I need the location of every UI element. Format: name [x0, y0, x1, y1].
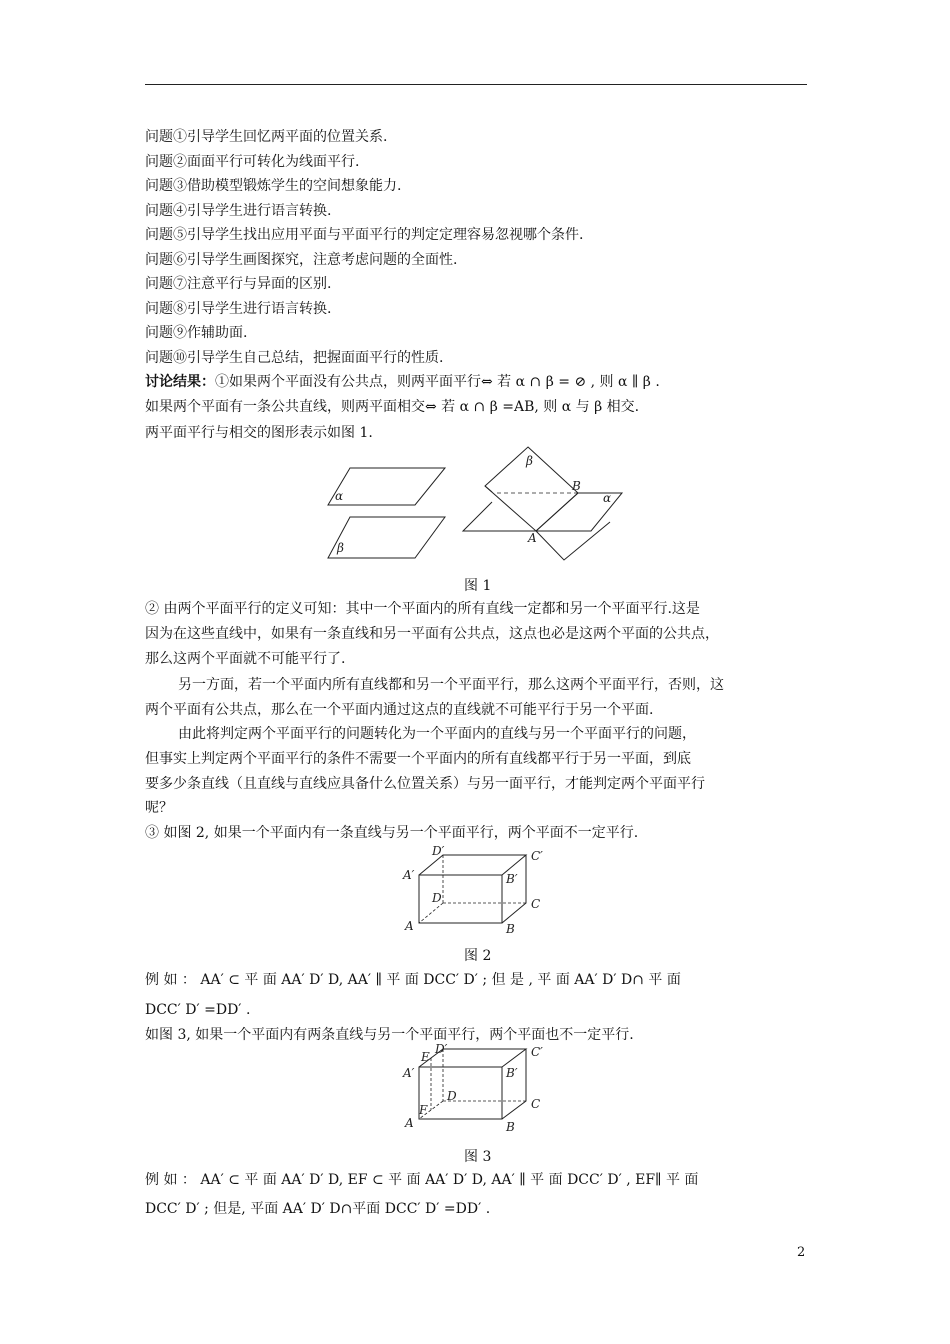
figure-3 — [395, 1042, 560, 1142]
figure-3-label-E: E — [421, 1050, 430, 1064]
question-3: 问题③借助模型锻炼学生的空间想象能力. — [145, 178, 402, 194]
example-1-line-2: DCC′ D′ =DD′ . — [145, 1002, 251, 1018]
figure-2 — [395, 845, 560, 940]
figure-3-label-F: F — [419, 1103, 428, 1117]
para-2-line-3: 那么这两个平面就不可能平行了. — [145, 651, 346, 667]
para-6: 如图 3, 如果一个平面内有两条直线与另一个平面平行，两个平面也不一定平行. — [145, 1027, 634, 1043]
figure-1-caption: 图 1 — [464, 578, 492, 594]
figure-3-label-B1: B′ — [506, 1066, 518, 1080]
figure-3-label-B: B — [506, 1120, 515, 1134]
figure-2-label-D: D — [432, 891, 442, 905]
example-1-line-1: 例 如 ： AA′ ⊂ 平 面 AA′ D′ D, AA′ ∥ 平 面 DCC′ D′ ; 但 是 , 平 面 AA′ D′ D∩ 平 面 — [145, 972, 681, 988]
example-2-line-2: DCC′ D′ ; 但是, 平面 AA′ D′ D∩平面 DCC′ D′ =DD′ . — [145, 1201, 491, 1217]
figure-3-label-A: A — [405, 1116, 414, 1130]
para-4-line-1: 由此将判定两个平面平行的问题转化为一个平面内的直线与另一个平面平行的问题， — [178, 726, 696, 742]
page-number: 2 — [797, 1245, 806, 1260]
figure-3-label-D: D — [447, 1089, 457, 1103]
figure-2-caption: 图 2 — [464, 948, 492, 964]
question-5: 问题⑤引导学生找出应用平面与平面平行的判定定理容易忽视哪个条件. — [145, 227, 584, 243]
para-4-line-4: 呢？ — [145, 800, 173, 816]
question-7: 问题⑦注意平行与异面的区别. — [145, 276, 332, 292]
figure-3-caption: 图 3 — [464, 1149, 492, 1165]
figure-2-label-B: B — [506, 922, 515, 936]
header-rule — [145, 84, 807, 85]
figure-3-label-C1: C′ — [531, 1045, 543, 1059]
para-4-line-2: 但事实上判定两个平面平行的条件不需要一个平面内的所有直线都平行于另一平面，到底 — [145, 751, 691, 767]
discussion-line-1 — [145, 370, 660, 394]
question-1: 问题①引导学生回忆两平面的位置关系. — [145, 129, 388, 145]
figure-1-label-alpha: α — [335, 489, 344, 503]
figure-2-label-A1: A′ — [403, 868, 415, 882]
figure-1 — [320, 445, 630, 570]
para-4-line-3: 要多少条直线（且直线与直线应具备什么位置关系）与另一面平行，才能判定两个平面平行 — [145, 776, 705, 792]
plane-alpha-parallel — [328, 468, 445, 505]
question-9: 问题⑨作辅助面. — [145, 325, 248, 341]
figure-3-label-D1: D′ — [435, 1042, 448, 1056]
figure-2-label-A: A — [405, 919, 414, 933]
figure-1-label-beta: β — [337, 541, 344, 555]
figure-2-label-C1: C′ — [531, 849, 543, 863]
para-3-line-2: 两个平面有公共点，那么在一个平面内通过这点的直线就不可能平行于另一个平面. — [145, 702, 654, 718]
figure-1-label-alpha-2: α — [603, 491, 612, 505]
figure-1-label-beta-2: β — [526, 454, 533, 468]
figure-1-label-B: B — [572, 479, 581, 493]
discussion-line-2: 如果两个平面有一条公共直线，则两平面相交⇔ 若 α ∩ β =AB, 则 α 与 β 相交. — [145, 399, 640, 415]
discussion-label: 讨论结果： — [145, 374, 215, 390]
figure-2-label-D1: D′ — [432, 844, 445, 858]
figure-3-label-C: C — [531, 1097, 541, 1111]
figure-2-label-B1: B′ — [506, 872, 518, 886]
figure-3-label-A1: A′ — [403, 1066, 415, 1080]
example-2-line-1: 例 如 ： AA′ ⊂ 平 面 AA′ D′ D, EF ⊂ 平 面 AA′ D′ D, AA′ ∥ 平 面 DCC′ D′ , EF∥ 平 面 — [145, 1172, 699, 1188]
question-2: 问题②面面平行可转化为线面平行. — [145, 154, 360, 170]
question-10: 问题⑩引导学生自己总结，把握面面平行的性质. — [145, 350, 444, 366]
discussion-line-3: 两平面平行与相交的图形表示如图 1. — [145, 425, 373, 441]
discussion-text-1: ①如果两个平面没有公共点，则两平面平行⇔ 若 α ∩ β = ⊘ , 则 α ∥ β . — [215, 374, 660, 390]
para-2-line-1: ② 由两个平面平行的定义可知：其中一个平面内的所有直线一定都和另一个平面平行.这是 — [145, 601, 700, 617]
plane-beta-parallel — [328, 517, 445, 558]
para-3-line-1: 另一方面，若一个平面内所有直线都和另一个平面平行，那么这两个平面平行，否则，这 — [178, 677, 724, 693]
para-2-line-2: 因为在这些直线中，如果有一条直线和另一平面有公共点，这点也必是这两个平面的公共点， — [145, 626, 719, 642]
question-4: 问题④引导学生进行语言转换. — [145, 203, 332, 219]
question-8: 问题⑧引导学生进行语言转换. — [145, 301, 332, 317]
para-5: ③ 如图 2, 如果一个平面内有一条直线与另一个平面平行，两个平面不一定平行. — [145, 825, 639, 841]
question-6: 问题⑥引导学生画图探究，注意考虑问题的全面性. — [145, 252, 458, 268]
figure-1-label-A: A — [528, 531, 537, 545]
figure-2-label-C: C — [531, 897, 541, 911]
